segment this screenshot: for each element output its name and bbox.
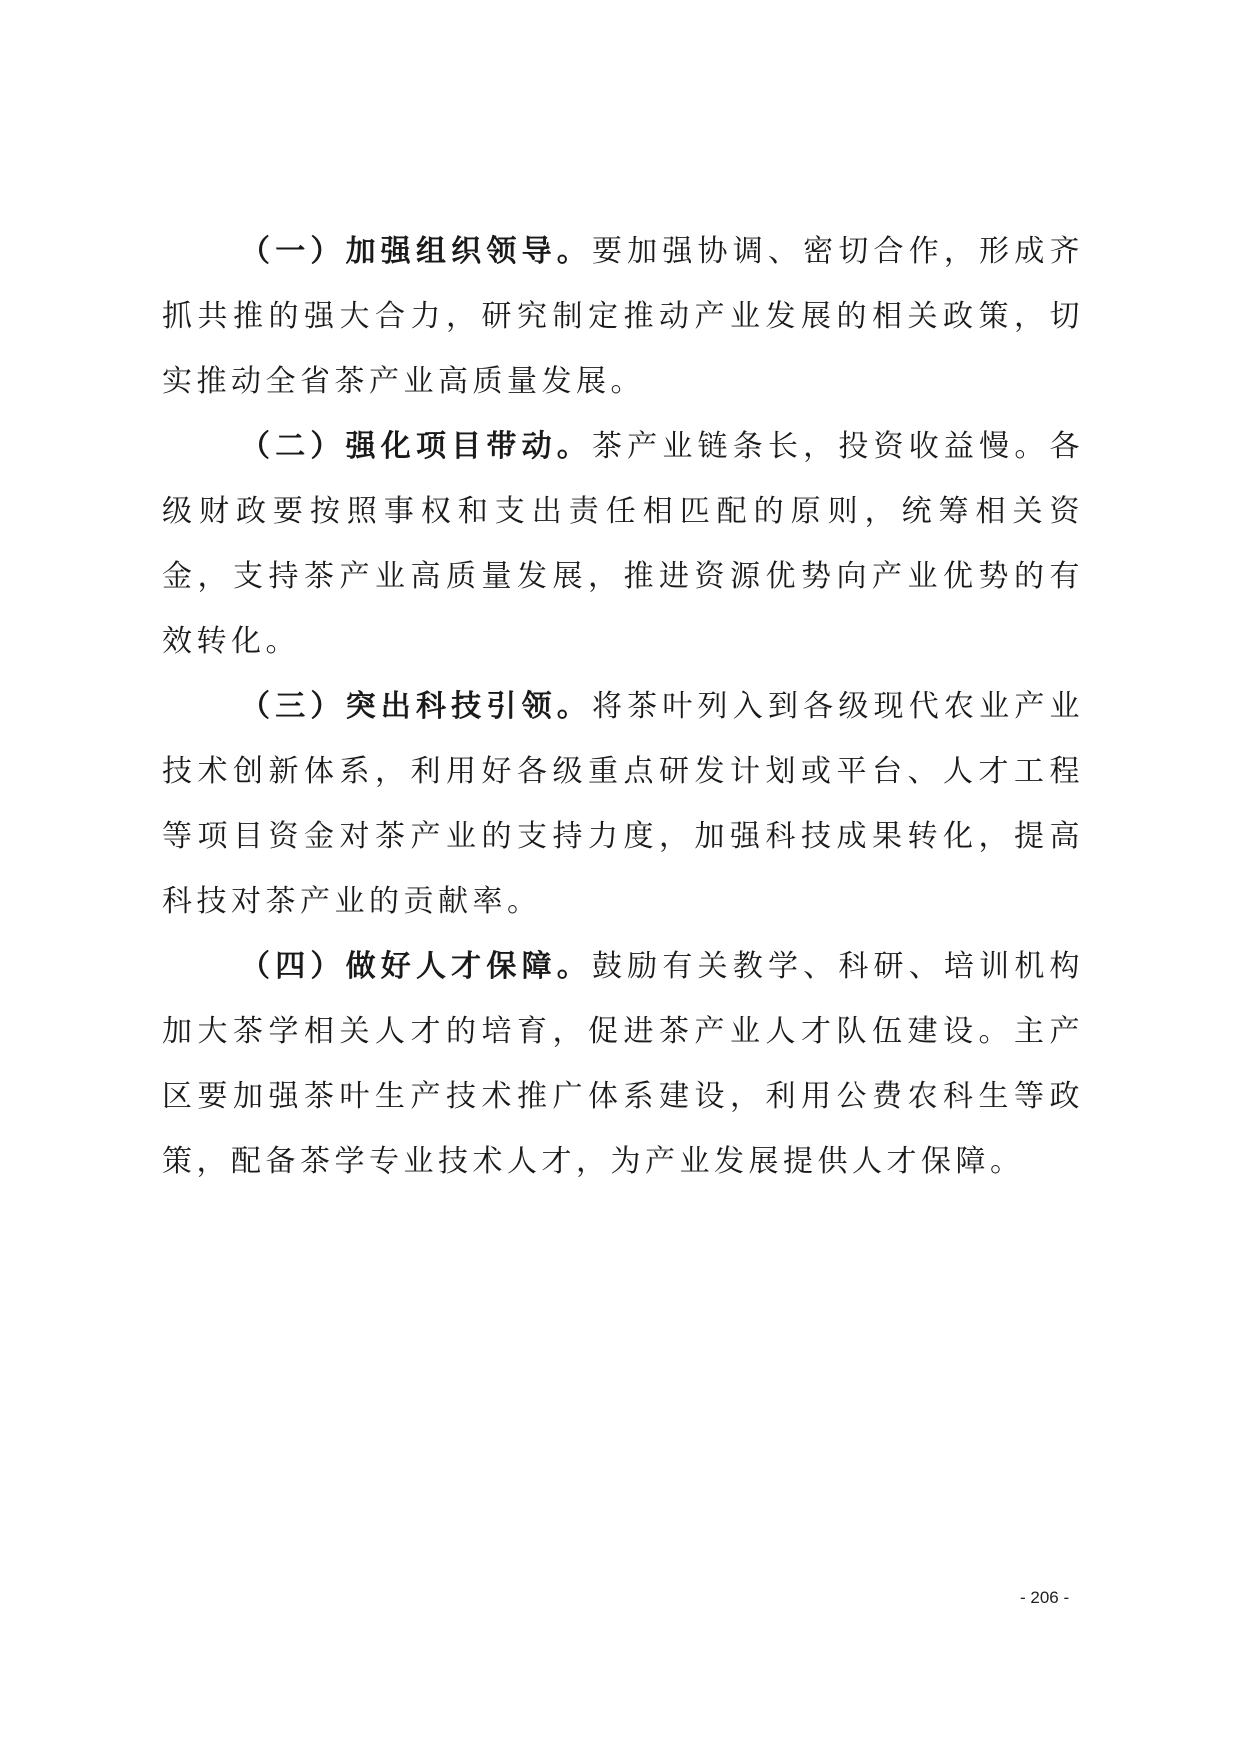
paragraph-heading: （一）加强组织领导。 [240, 234, 592, 269]
page-number: - 206 - [1020, 1588, 1070, 1607]
paragraph-heading: （二）强化项目带动。 [240, 429, 592, 464]
paragraph-heading: （四）做好人才保障。 [240, 949, 592, 984]
paragraph-technology-leading [162, 674, 1084, 934]
paragraph-talent-guarantee [162, 934, 1084, 1194]
paragraph-project-driven [162, 414, 1084, 674]
paragraph-text: 将茶叶列入到各级现代农业产业技术创新体系，利用好各级重点研发计划或平台、人才工程等项目资金对茶产业的支持力度，加强科技成果转化，提高科技对茶产业的贡献率。 [162, 689, 1085, 919]
paragraph-text: 鼓励有关教学、科研、培训机构加大茶学相关人才的培育，促进茶产业人才队伍建设。主产区要加强茶叶生产技术推广体系建设，利用公费农科生等政策，配备茶学专业技术人才，为产业发展提供人才保障。 [162, 949, 1085, 1179]
paragraph-text: 要加强协调、密切合作，形成齐抓共推的强大合力，研究制定推动产业发展的相关政策，切实推动全省茶产业高质量发展。 [162, 234, 1085, 399]
paragraph-organization-leadership [162, 219, 1084, 414]
document-body [162, 219, 1084, 1194]
paragraph-text: 茶产业链条长，投资收益慢。各级财政要按照事权和支出责任相匹配的原则，统筹相关资金，支持茶产业高质量发展，推进资源优势向产业优势的有效转化。 [162, 429, 1085, 659]
paragraph-heading: （三）突出科技引领。 [240, 689, 592, 724]
